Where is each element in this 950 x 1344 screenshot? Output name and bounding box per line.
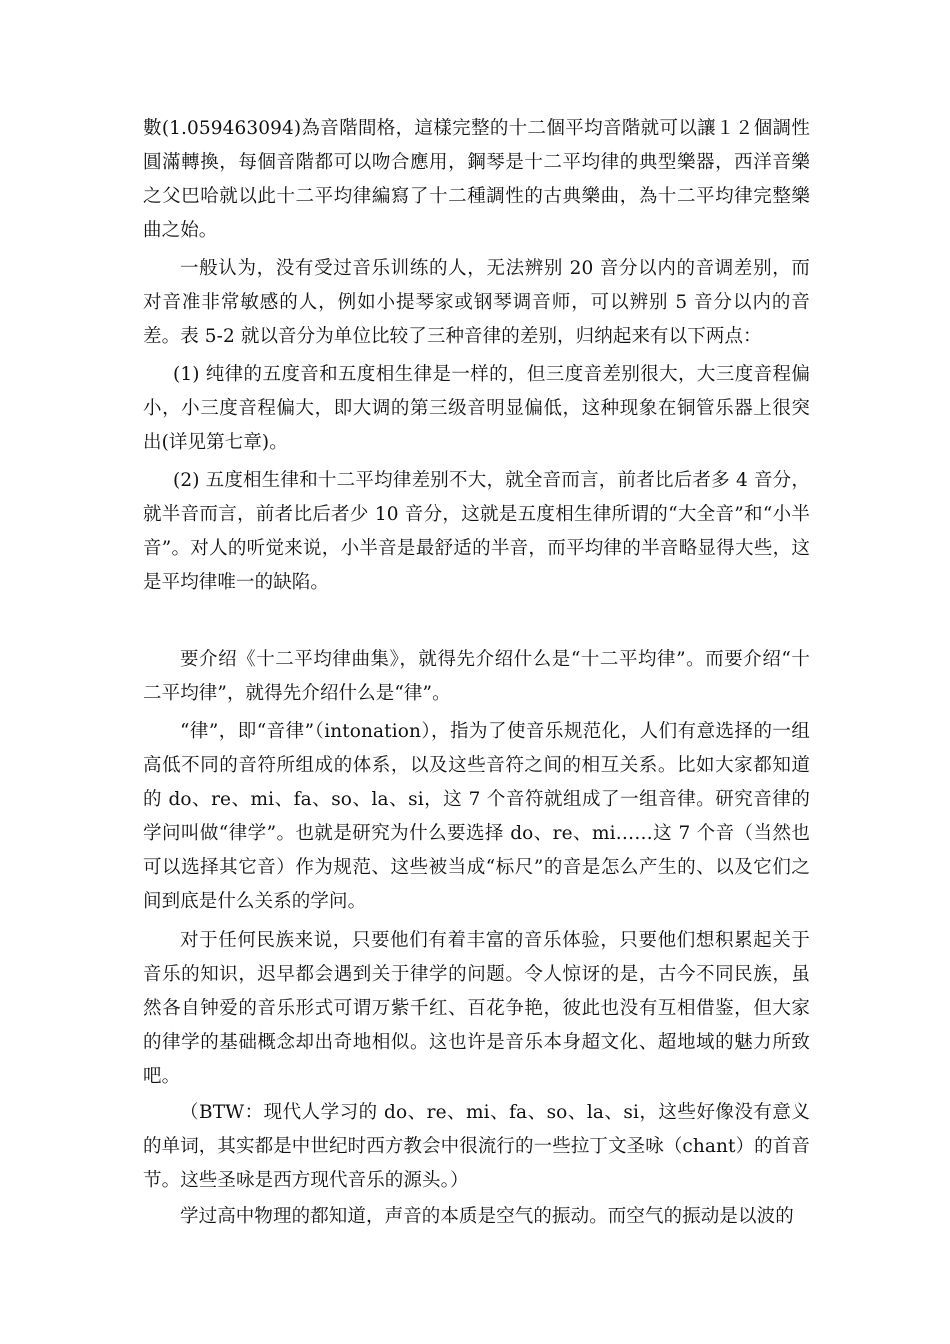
paragraph-cents-perception: 一般认为，没有受过音乐训练的人，无法辨别 20 音分以内的音调差别，而对音准非常敏感的人，例如小提琴家或钢琴调音师，可以辨别 5 音分以内的音差。表 5-2 就以音分为单位比较了三种音律的差别，归纳起来有以下两点： [143,258,810,347]
paragraph-btw-note: （BTW：现代人学习的 do、re、mi、fa、so、la、si，这些好像没有意义的单词，其实都是中世纪时西方教会中很流行的一些拉丁文圣咏（chant）的首音节。这些圣咏是西方现代音乐的源头。） [143,1102,810,1191]
paragraph-introduce-lu: 要介绍《十二平均律曲集》，就得先介绍什么是“十二平均律”。而要介绍“十二平均律”，就得先介绍什么是“律”。 [143,649,810,704]
paragraph-physics: 学过高中物理的都知道，声音的本质是空气的振动。而空气的振动是以波的 [180,1206,794,1227]
paragraph-twelve-tone-intro: 數(1.059463094)為音階間格，這樣完整的十二個平均音階就可以讓１２個調性圓滿轉換，每個音階都可以吻合應用，鋼琴是十二平均律的典型樂器，西洋音樂之父巴哈就以此十二平均律編寫了十二種調性的古典樂曲，為十二平均律完整樂曲之始。 [143,118,810,241]
paragraph-all-peoples: 对于任何民族来说，只要他们有着丰富的音乐体验，只要他们想积累起关于音乐的知识，迟早都会遇到关于律学的问题。令人惊讶的是，古今不同民族，虽然各自钟爱的音乐形式可谓万紫千红、百花争艳，彼此也没有互相借鉴，但大家的律学的基础概念却出奇地相似。这也许是音乐本身超文化、超地域的魅力所致吧。 [143,930,810,1087]
paragraph-definition-lu: “律”，即“音律”（intonation），指为了使音乐规范化，人们有意选择的一组高低不同的音符所组成的体系，以及这些音符之间的相互关系。比如大家都知道的 do、re、mi、fa、so、la、si，这 7 个音符就组成了一组音律。研究音律的学问叫做“律学”。也就是研究为什么要选择 do、re、mi……这 7 个音（当然也可以选择其它音）作为规范、这些被当成“标尺”的音是怎么产生的、以及它们之间到底是什么关系的学问。 [143,721,810,912]
paragraph-point-1: (1) 纯律的五度音和五度相生律是一样的，但三度音差别很大，大三度音程偏小，小三度音程偏大，即大调的第三级音明显偏低，这种现象在铜管乐器上很突出(详见第七章)。 [143,364,810,453]
paragraph-point-2: (2) 五度相生律和十二平均律差别不大，就全音而言，前者比后者多 4 音分，就半音而言，前者比后者少 10 音分，这就是五度相生律所谓的“大全音”和“小半音”。对人的听觉来说，小半音是最舒适的半音，而平均律的半音略显得大些，这是平均律唯一的缺陷。 [143,470,810,593]
